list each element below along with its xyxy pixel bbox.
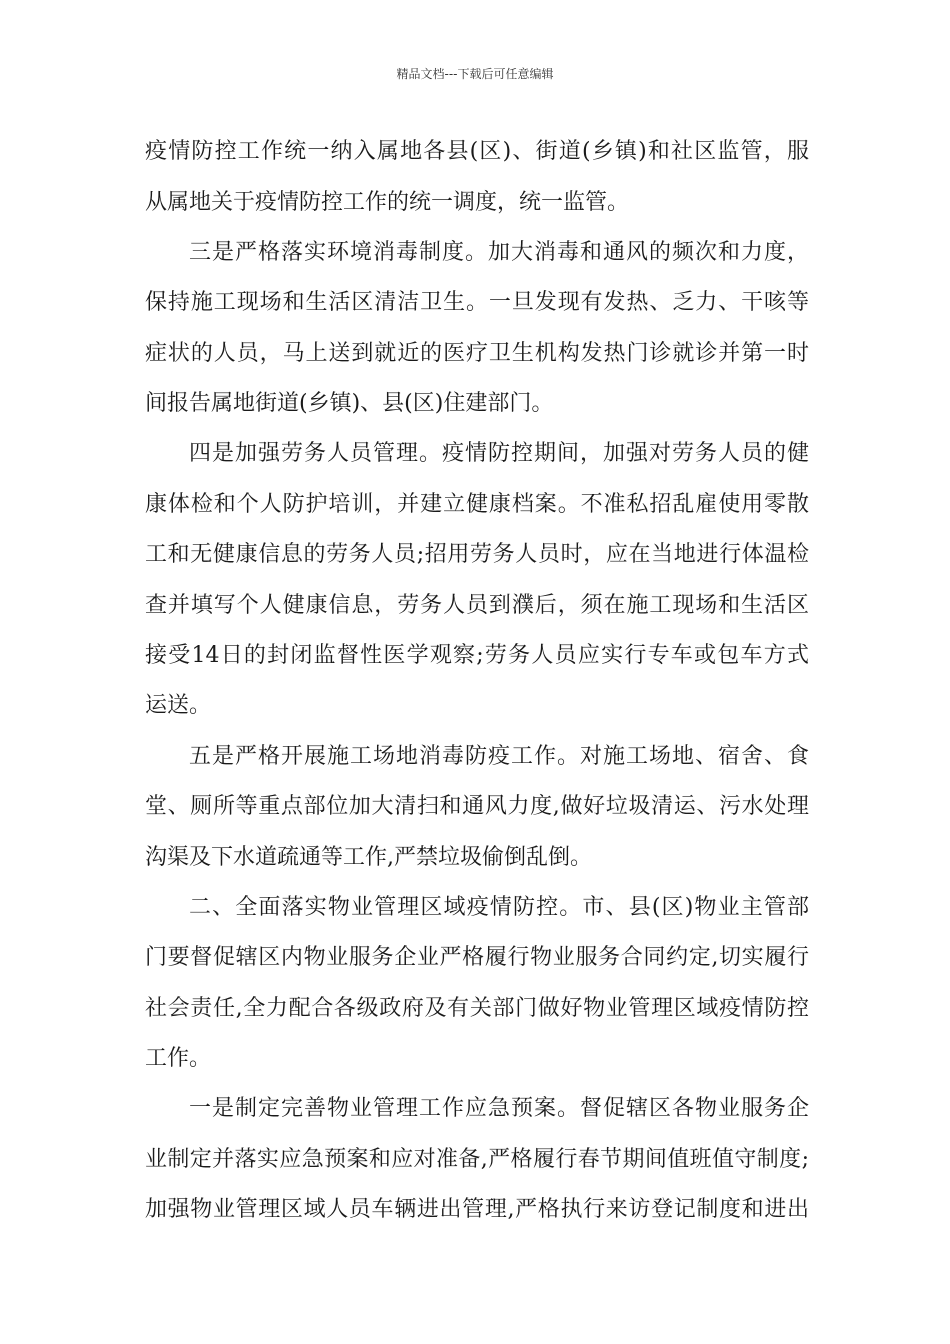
text-line: 工作。	[145, 1046, 212, 1072]
text-line: 接受14日的封闭监督性医学观察;劳务人员应实行专车或包车方式	[145, 642, 809, 668]
text-line: 从属地关于疫情防控工作的统一调度，统一监管。	[145, 189, 630, 215]
text-line: 四是加强劳务人员管理。疫情防控期间，加强对劳务人员的健	[189, 441, 809, 467]
text-line: 业制定并落实应急预案和应对准备,严格履行春节期间值班值守制度;	[145, 1146, 809, 1172]
text-line: 查并填写个人健康信息，劳务人员到濮后，须在施工现场和生活区	[145, 592, 809, 618]
text-line: 工和无健康信息的劳务人员;招用劳务人员时，应在当地进行体温检	[145, 542, 809, 568]
text-line: 二、全面落实物业管理区域疫情防控。市、县(区)物业主管部	[189, 894, 809, 920]
document-body	[145, 127, 809, 1236]
text-line: 症状的人员，马上送到就近的医疗卫生机构发热门诊就诊并第一时	[145, 340, 809, 366]
text-line: 一是制定完善物业管理工作应急预案。督促辖区各物业服务企	[189, 1096, 809, 1122]
text-line: 五是严格开展施工场地消毒防疫工作。对施工场地、宿舍、食	[189, 743, 809, 769]
text-line: 运送。	[145, 693, 212, 719]
text-line: 社会责任,全力配合各级政府及有关部门做好物业管理区域疫情防控	[145, 995, 809, 1021]
text-line: 间报告属地街道(乡镇)、县(区)住建部门。	[145, 391, 554, 417]
text-line: 康体检和个人防护培训，并建立健康档案。不准私招乱雇使用零散	[145, 491, 809, 517]
text-line: 沟渠及下水道疏通等工作,严禁垃圾偷倒乱倒。	[145, 844, 592, 870]
text-line: 堂、厕所等重点部位加大清扫和通风力度,做好垃圾清运、污水处理	[145, 794, 809, 820]
text-line: 保持施工现场和生活区清洁卫生。一旦发现有发热、乏力、干咳等	[145, 290, 809, 316]
text-line: 三是严格落实环境消毒制度。加大消毒和通风的频次和力度，	[189, 239, 809, 265]
text-line: 门要督促辖区内物业服务企业严格履行物业服务合同约定,切实履行	[145, 945, 809, 971]
page-header: 精品文档---下载后可任意编辑	[396, 67, 554, 81]
text-line: 疫情防控工作统一纳入属地各县(区)、街道(乡镇)和社区监管，服	[145, 139, 809, 164]
text-line: 加强物业管理区域人员车辆进出管理,严格执行来访登记制度和进出	[145, 1197, 809, 1223]
